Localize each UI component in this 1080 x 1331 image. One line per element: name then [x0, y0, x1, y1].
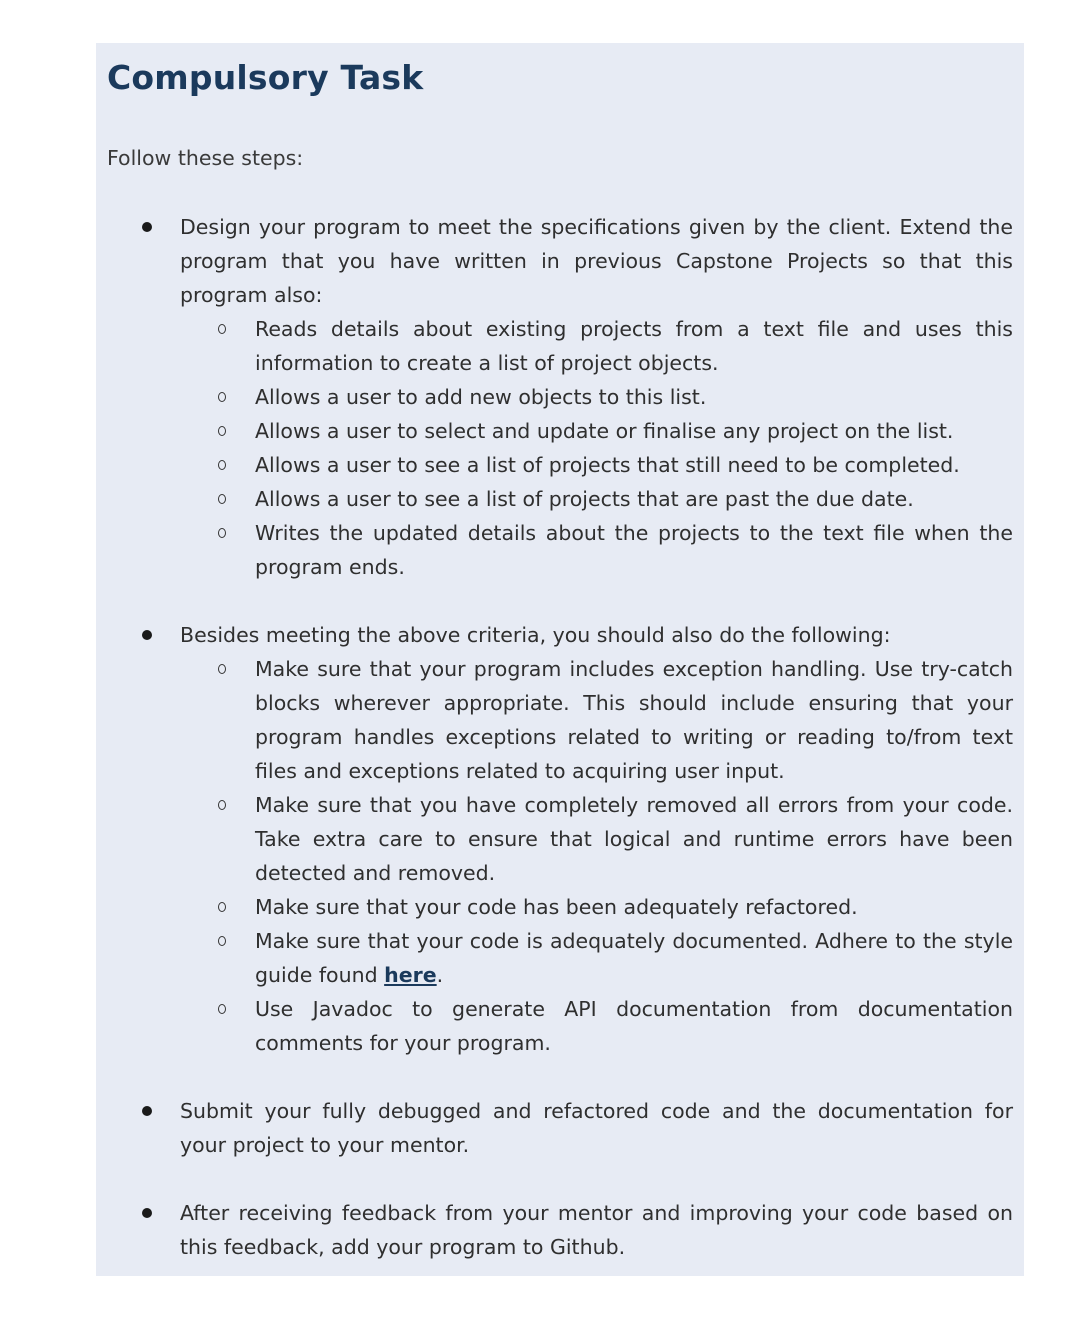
- subtask-item: Allows a user to see a list of projects that still need to be completed.: [255, 448, 1013, 482]
- page-title: Compulsory Task: [107, 58, 424, 97]
- circle-bullet-icon: [218, 324, 226, 334]
- circle-bullet-icon: [218, 460, 226, 470]
- task-item-3: [180, 1094, 1013, 1162]
- circle-bullet-icon: [218, 528, 226, 538]
- task-text: Besides meeting the above criteria, you should also do the following:: [180, 623, 891, 647]
- subtask-item: Allows a user to select and update or finalise any project on the list.: [255, 414, 1013, 448]
- task-text: After receiving feedback from your mentor and improving your code based on this feedback, add your program to Github.: [180, 1201, 1013, 1259]
- circle-bullet-icon: [218, 392, 226, 402]
- task-item-4: [180, 1196, 1013, 1264]
- bullet-icon: [142, 1208, 152, 1218]
- subtask-item: Make sure that you have completely removed all errors from your code. Take extra care to ensure that logical and runtime errors have been detected and removed.: [255, 788, 1013, 890]
- subtask-item: Reads details about existing projects from a text file and uses this information to create a list of project objects.: [255, 312, 1013, 380]
- circle-bullet-icon: [218, 664, 226, 674]
- subtask-item: Allows a user to add new objects to this list.: [255, 380, 1013, 414]
- bullet-icon: [142, 630, 152, 640]
- bullet-icon: [142, 1106, 152, 1116]
- style-guide-link[interactable]: here: [384, 963, 437, 987]
- circle-bullet-icon: [218, 494, 226, 504]
- subtask-item: Writes the updated details about the projects to the text file when the program ends.: [255, 516, 1013, 584]
- circle-bullet-icon: [218, 800, 226, 810]
- task-text: Design your program to meet the specifications given by the client. Extend the program that you have written in previous Capstone Projects so that this program also:: [180, 215, 1013, 307]
- task-item-2: [180, 618, 1013, 1060]
- circle-bullet-icon: [218, 426, 226, 436]
- subtask-item: Make sure that your code is adequately documented. Adhere to the style guide found here.: [255, 924, 1013, 992]
- circle-bullet-icon: [218, 902, 226, 912]
- subtask-item: Make sure that your code has been adequately refactored.: [255, 890, 1013, 924]
- bullet-icon: [142, 222, 152, 232]
- subtask-item: Make sure that your program includes exception handling. Use try-catch blocks wherever appropriate. This should include ensuring that your program handles exceptions related to writing or reading to/from text files and exceptions related to acquiring user input.: [255, 652, 1013, 788]
- task-item-1: [180, 210, 1013, 584]
- subtask-item: Allows a user to see a list of projects that are past the due date.: [255, 482, 1013, 516]
- task-text: Submit your fully debugged and refactored code and the documentation for your project to your mentor.: [180, 1099, 1013, 1157]
- circle-bullet-icon: [218, 936, 226, 946]
- circle-bullet-icon: [218, 1004, 226, 1014]
- subtask-item: Use Javadoc to generate API documentation from documentation comments for your program.: [255, 992, 1013, 1060]
- intro-text: Follow these steps:: [107, 146, 304, 170]
